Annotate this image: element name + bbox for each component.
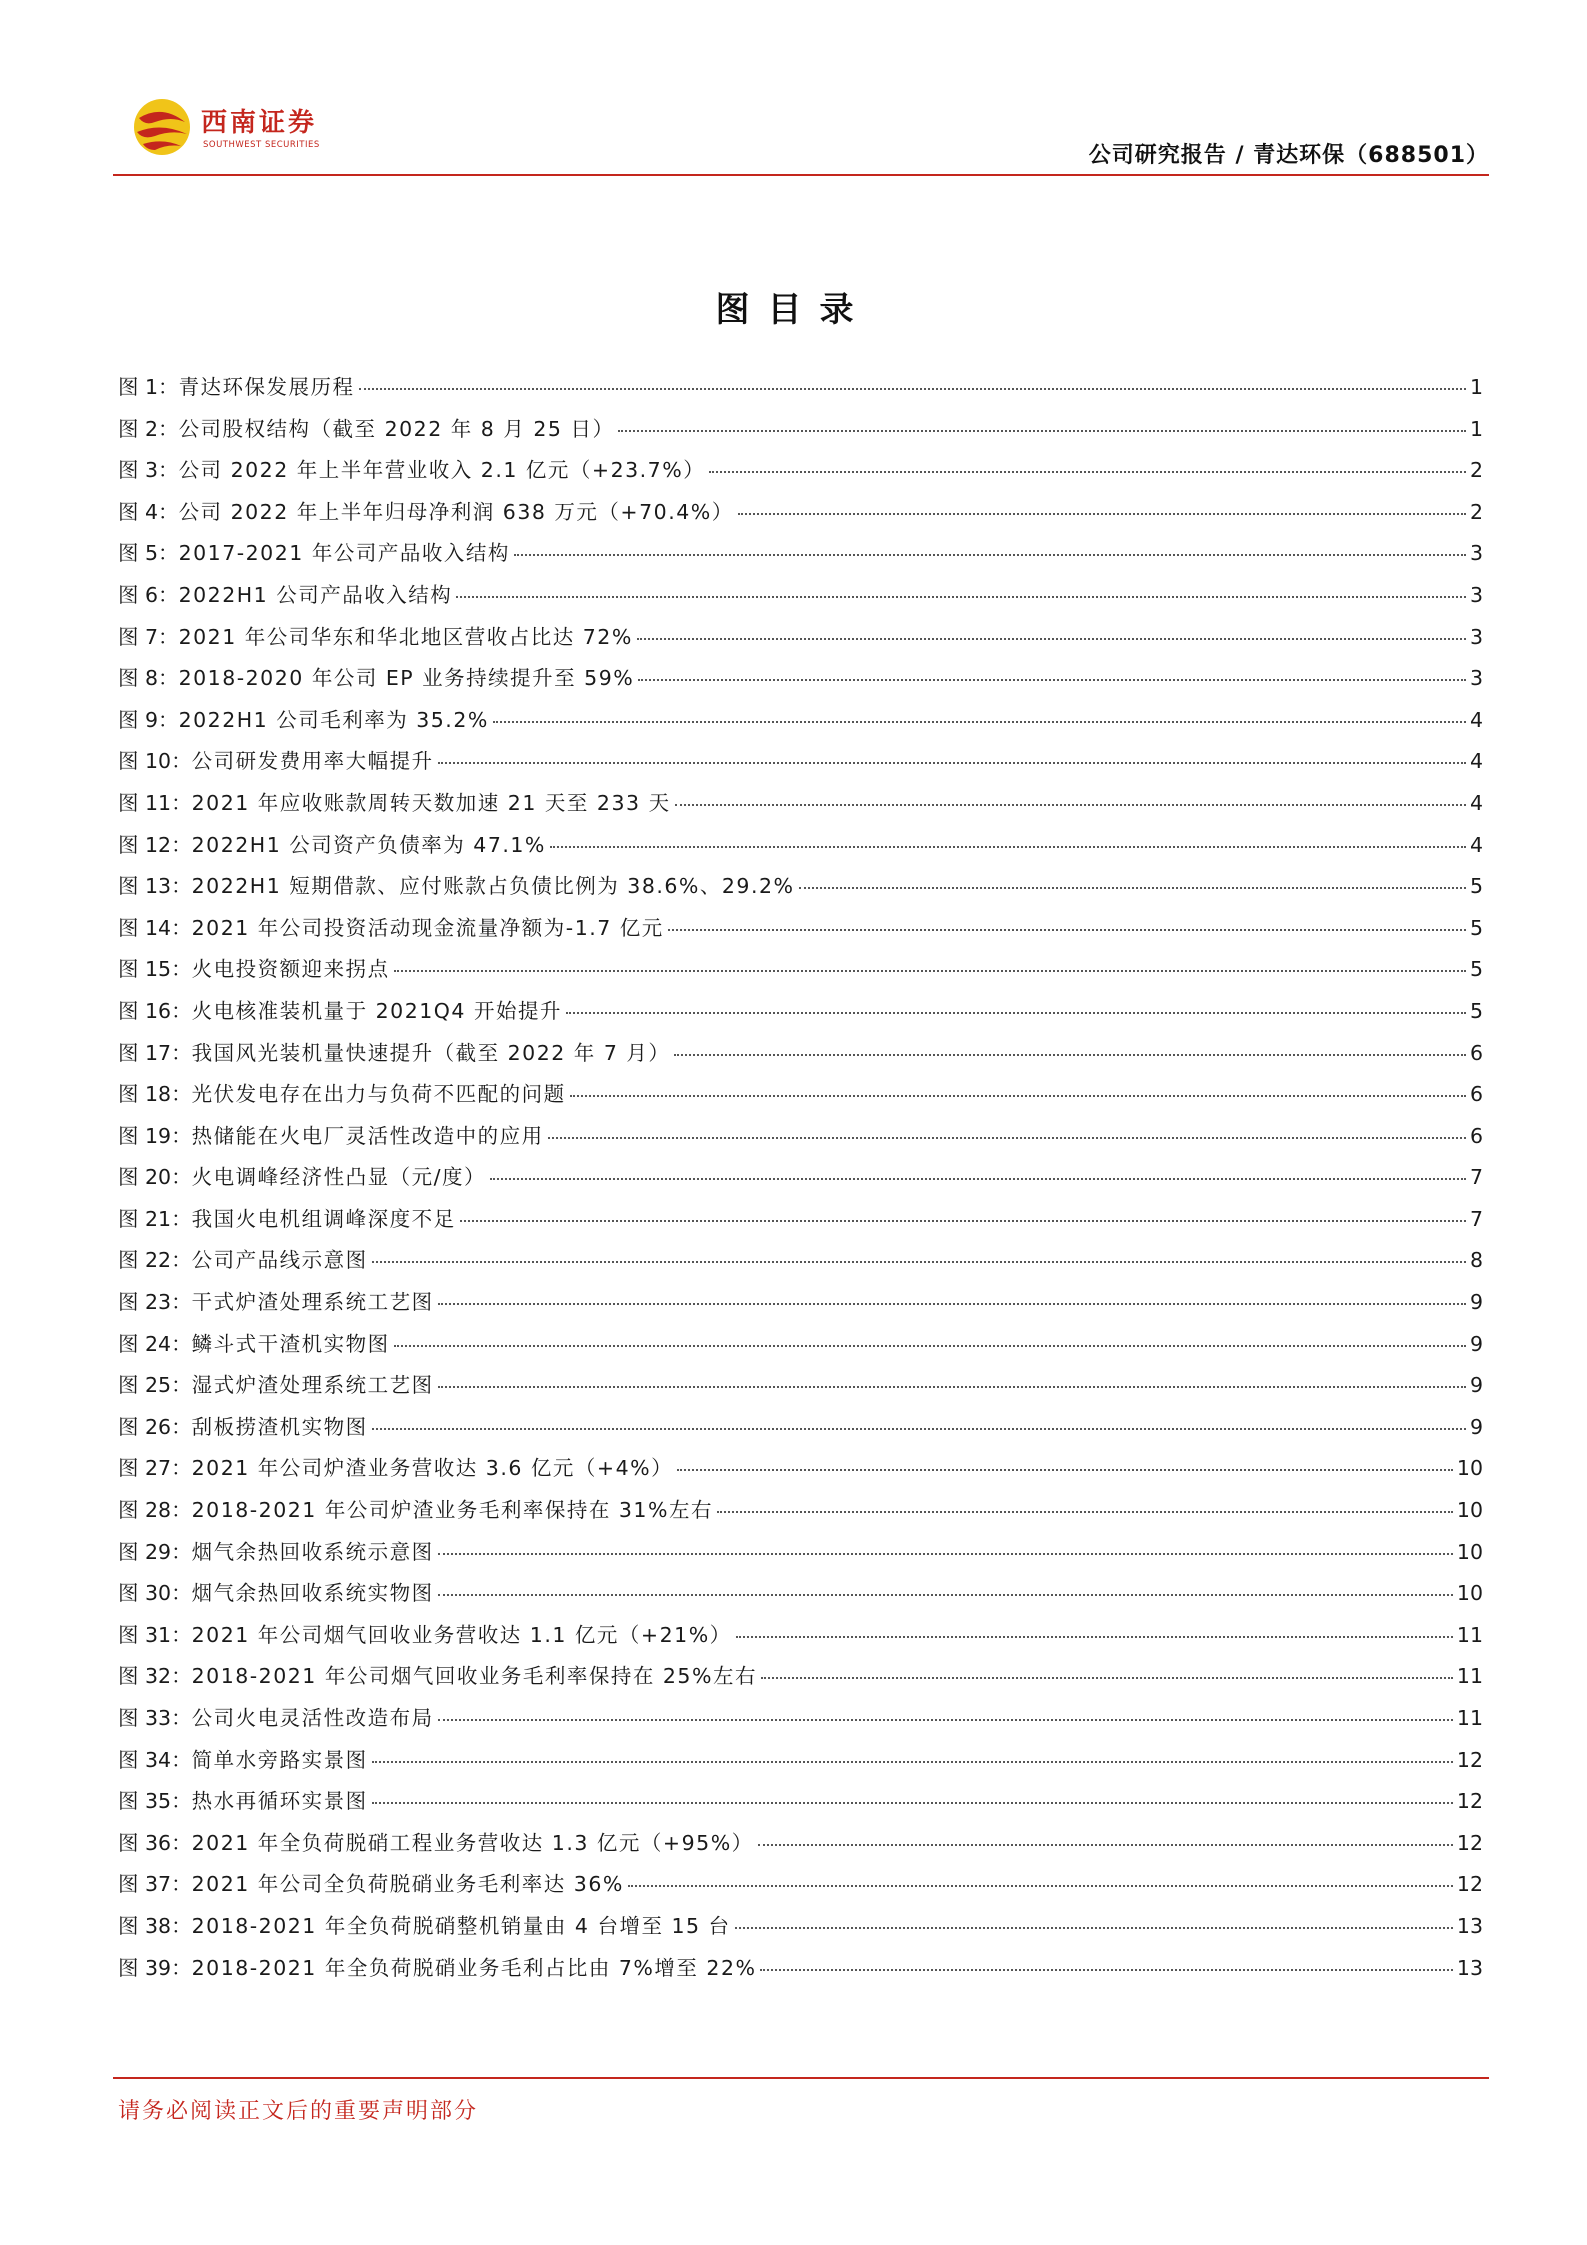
toc-dot-leader bbox=[761, 1677, 1453, 1679]
toc-entry-label: 图 27： bbox=[118, 1456, 192, 1481]
toc-entry-page: 2 bbox=[1469, 499, 1483, 524]
toc-entry-title: 公司产品线示意图 bbox=[191, 1248, 368, 1273]
toc-entry[interactable] bbox=[118, 911, 1483, 953]
toc-entry-page: 10 bbox=[1456, 1539, 1483, 1564]
toc-entry-label: 图 36： bbox=[118, 1830, 192, 1855]
toc-dot-leader bbox=[438, 1553, 1453, 1555]
toc-entry-label: 图 28： bbox=[118, 1498, 192, 1523]
toc-entry-label: 图 32： bbox=[118, 1664, 192, 1689]
logo-cn-text: 西南证券 bbox=[201, 108, 318, 138]
company-logo bbox=[123, 92, 363, 162]
toc-entry[interactable] bbox=[118, 1743, 1483, 1785]
toc-entry-label: 图 25： bbox=[118, 1373, 192, 1398]
toc-dot-leader bbox=[638, 679, 1466, 681]
toc-entry[interactable] bbox=[118, 1493, 1483, 1535]
toc-entry-page: 8 bbox=[1469, 1248, 1483, 1273]
toc-entry[interactable] bbox=[118, 1119, 1483, 1161]
toc-entry-title: 2022H1 公司毛利率为 35.2% bbox=[178, 707, 489, 732]
toc-dot-leader bbox=[637, 638, 1466, 640]
toc-entry-page: 5 bbox=[1469, 998, 1483, 1023]
toc-entry[interactable] bbox=[118, 1077, 1483, 1119]
toc-entry-label: 图 5： bbox=[118, 541, 179, 566]
toc-entry-title: 热水再循环实景图 bbox=[191, 1789, 368, 1814]
toc-dot-leader bbox=[738, 513, 1466, 515]
toc-entry-page: 7 bbox=[1469, 1206, 1483, 1231]
toc-entry[interactable] bbox=[118, 1243, 1483, 1285]
toc-entry[interactable] bbox=[118, 370, 1483, 412]
toc-entry[interactable] bbox=[118, 620, 1483, 662]
toc-dot-leader bbox=[674, 1054, 1466, 1056]
toc-entry[interactable] bbox=[118, 453, 1483, 495]
toc-dot-leader bbox=[675, 804, 1466, 806]
toc-dot-leader bbox=[677, 1469, 1453, 1471]
toc-entry[interactable] bbox=[118, 1659, 1483, 1701]
toc-entry-title: 2018-2021 年公司炉渣业务毛利率保持在 31%左右 bbox=[191, 1498, 713, 1523]
toc-entry-label: 图 23： bbox=[118, 1290, 192, 1315]
toc-entry-label: 图 9： bbox=[118, 707, 179, 732]
toc-dot-leader bbox=[514, 554, 1466, 556]
toc-entry[interactable] bbox=[118, 1909, 1483, 1951]
toc-dot-leader bbox=[372, 1761, 1453, 1763]
toc-entry-page: 12 bbox=[1456, 1830, 1483, 1855]
toc-dot-leader bbox=[493, 721, 1466, 723]
toc-entry-page: 1 bbox=[1469, 416, 1483, 441]
figure-list bbox=[118, 370, 1483, 1992]
toc-entry-label: 图 21： bbox=[118, 1206, 192, 1231]
toc-dot-leader bbox=[460, 1220, 1466, 1222]
toc-entry-page: 9 bbox=[1469, 1414, 1483, 1439]
toc-entry-title: 2022H1 短期借款、应付账款占负债比例为 38.6%、29.2% bbox=[191, 874, 795, 899]
toc-entry-title: 2018-2021 年全负荷脱硝整机销量由 4 台增至 15 台 bbox=[191, 1913, 731, 1938]
toc-entry-label: 图 8： bbox=[118, 666, 179, 691]
toc-entry-title: 公司火电灵活性改造布局 bbox=[191, 1706, 434, 1730]
toc-entry[interactable] bbox=[118, 703, 1483, 745]
toc-dot-leader bbox=[456, 596, 1466, 598]
toc-entry[interactable] bbox=[118, 1784, 1483, 1826]
toc-entry-page: 12 bbox=[1456, 1789, 1483, 1814]
toc-dot-leader bbox=[438, 1386, 1466, 1388]
toc-entry-page: 6 bbox=[1469, 1123, 1483, 1148]
toc-dot-leader bbox=[359, 388, 1466, 390]
toc-entry-label: 图 12： bbox=[118, 832, 192, 857]
toc-entry-title: 火电核准装机量于 2021Q4 开始提升 bbox=[191, 998, 562, 1023]
toc-entry-label: 图 33： bbox=[118, 1706, 192, 1730]
toc-entry-title: 2021 年公司烟气回收业务营收达 1.1 亿元（+21%） bbox=[191, 1622, 732, 1647]
toc-entry-page: 11 bbox=[1456, 1622, 1483, 1647]
toc-entry-page: 7 bbox=[1469, 1165, 1483, 1190]
toc-dot-leader bbox=[372, 1261, 1466, 1263]
toc-dot-leader bbox=[668, 929, 1466, 931]
footer-disclaimer: 请务必阅读正文后的重要声明部分 bbox=[118, 2099, 479, 2124]
toc-entry-title: 2021 年全负荷脱硝工程业务营收达 1.3 亿元（+95%） bbox=[191, 1830, 754, 1855]
toc-dot-leader bbox=[570, 1095, 1466, 1097]
toc-entry-page: 13 bbox=[1456, 1955, 1483, 1980]
toc-entry-label: 图 10： bbox=[118, 749, 192, 774]
toc-entry[interactable] bbox=[118, 1368, 1483, 1410]
toc-dot-leader bbox=[550, 846, 1466, 848]
toc-entry[interactable] bbox=[118, 994, 1483, 1036]
toc-entry-label: 图 4： bbox=[118, 499, 179, 524]
toc-entry-label: 图 1： bbox=[118, 375, 179, 399]
toc-entry-page: 9 bbox=[1469, 1331, 1483, 1356]
toc-entry[interactable] bbox=[118, 786, 1483, 828]
toc-entry[interactable] bbox=[118, 1867, 1483, 1909]
toc-entry[interactable] bbox=[118, 1951, 1483, 1993]
toc-entry-page: 4 bbox=[1469, 707, 1483, 732]
toc-entry-label: 图 30： bbox=[118, 1581, 192, 1606]
toc-entry-label: 图 39： bbox=[118, 1955, 192, 1980]
toc-dot-leader bbox=[548, 1137, 1466, 1139]
toc-entry-label: 图 15： bbox=[118, 957, 192, 982]
toc-entry-page: 4 bbox=[1469, 832, 1483, 857]
toc-entry-label: 图 18： bbox=[118, 1082, 192, 1107]
toc-entry-label: 图 13： bbox=[118, 874, 192, 899]
toc-entry-title: 简单水旁路实景图 bbox=[191, 1747, 368, 1772]
toc-dot-leader bbox=[799, 887, 1466, 889]
toc-entry[interactable] bbox=[118, 495, 1483, 537]
toc-entry-label: 图 3： bbox=[118, 458, 179, 483]
header-divider bbox=[113, 174, 1489, 176]
toc-dot-leader bbox=[760, 1969, 1452, 1971]
toc-dot-leader bbox=[566, 1012, 1466, 1014]
toc-dot-leader bbox=[438, 1594, 1453, 1596]
toc-entry[interactable] bbox=[118, 1410, 1483, 1452]
toc-entry-page: 9 bbox=[1469, 1290, 1483, 1315]
toc-entry-title: 2017-2021 年公司产品收入结构 bbox=[178, 541, 510, 566]
toc-entry-page: 11 bbox=[1456, 1664, 1483, 1689]
toc-entry-label: 图 38： bbox=[118, 1913, 192, 1938]
toc-entry-label: 图 20： bbox=[118, 1165, 192, 1190]
toc-entry[interactable] bbox=[118, 536, 1483, 578]
footer-divider bbox=[113, 2077, 1489, 2079]
toc-entry-page: 3 bbox=[1469, 582, 1483, 607]
toc-entry-label: 图 37： bbox=[118, 1872, 192, 1897]
toc-entry-label: 图 34： bbox=[118, 1747, 192, 1772]
toc-entry-title: 光伏发电存在出力与负荷不匹配的问题 bbox=[191, 1082, 566, 1107]
toc-entry-page: 5 bbox=[1469, 915, 1483, 940]
toc-entry[interactable] bbox=[118, 1160, 1483, 1202]
toc-dot-leader bbox=[709, 471, 1466, 473]
toc-entry[interactable] bbox=[118, 1036, 1483, 1078]
toc-dot-leader bbox=[394, 1345, 1466, 1347]
toc-entry-page: 5 bbox=[1469, 874, 1483, 899]
toc-entry-title: 我国火电机组调峰深度不足 bbox=[191, 1206, 456, 1231]
toc-entry-page: 12 bbox=[1456, 1872, 1483, 1897]
toc-entry-title: 2018-2021 年全负荷脱硝业务毛利占比由 7%增至 22% bbox=[191, 1955, 757, 1980]
toc-entry-label: 图 7： bbox=[118, 624, 179, 649]
toc-entry-label: 图 14： bbox=[118, 915, 192, 940]
toc-entry[interactable] bbox=[118, 744, 1483, 786]
toc-entry-label: 图 35： bbox=[118, 1789, 192, 1814]
toc-entry-title: 热储能在火电厂灵活性改造中的应用 bbox=[191, 1123, 544, 1148]
toc-entry[interactable] bbox=[118, 661, 1483, 703]
toc-entry-title: 2021 年公司全负荷脱硝业务毛利率达 36% bbox=[191, 1872, 624, 1897]
toc-entry[interactable] bbox=[118, 952, 1483, 994]
toc-entry[interactable] bbox=[118, 412, 1483, 454]
logo-en-text: SOUTHWEST SECURITIES bbox=[203, 140, 320, 150]
toc-dot-leader bbox=[490, 1178, 1466, 1180]
toc-dot-leader bbox=[394, 970, 1466, 972]
toc-entry[interactable] bbox=[118, 1826, 1483, 1868]
toc-entry-page: 5 bbox=[1469, 957, 1483, 982]
toc-entry[interactable] bbox=[118, 1618, 1483, 1660]
toc-entry-title: 2021 年应收账款周转天数加速 21 天至 233 天 bbox=[191, 790, 671, 815]
toc-entry-title: 火电投资额迎来拐点 bbox=[191, 957, 390, 982]
toc-entry-page: 4 bbox=[1469, 749, 1483, 774]
toc-entry-label: 图 22： bbox=[118, 1248, 192, 1273]
toc-entry[interactable] bbox=[118, 1202, 1483, 1244]
toc-entry-page: 10 bbox=[1456, 1456, 1483, 1481]
toc-entry-title: 鳞斗式干渣机实物图 bbox=[191, 1331, 390, 1356]
toc-entry-label: 图 24： bbox=[118, 1331, 192, 1356]
toc-dot-leader bbox=[736, 1636, 1453, 1638]
toc-entry-title: 烟气余热回收系统示意图 bbox=[191, 1539, 434, 1564]
toc-entry[interactable] bbox=[118, 1701, 1483, 1743]
toc-entry[interactable] bbox=[118, 1327, 1483, 1369]
toc-entry[interactable] bbox=[118, 869, 1483, 911]
toc-dot-leader bbox=[438, 762, 1466, 764]
toc-dot-leader bbox=[717, 1511, 1453, 1513]
toc-entry[interactable] bbox=[118, 1451, 1483, 1493]
toc-entry-title: 公司研发费用率大幅提升 bbox=[191, 749, 434, 774]
toc-dot-leader bbox=[758, 1844, 1453, 1846]
toc-dot-leader bbox=[628, 1885, 1453, 1887]
toc-entry-title: 2018-2021 年公司烟气回收业务毛利率保持在 25%左右 bbox=[191, 1664, 757, 1689]
toc-entry-label: 图 17： bbox=[118, 1040, 192, 1065]
toc-dot-leader bbox=[735, 1927, 1453, 1929]
toc-entry-label: 图 16： bbox=[118, 998, 192, 1023]
toc-entry[interactable] bbox=[118, 1535, 1483, 1577]
toc-entry-label: 图 2： bbox=[118, 416, 179, 441]
toc-entry-title: 2018-2020 年公司 EP 业务持续提升至 59% bbox=[178, 666, 635, 691]
toc-entry-title: 刮板捞渣机实物图 bbox=[191, 1414, 368, 1439]
toc-dot-leader bbox=[618, 430, 1465, 432]
toc-entry-page: 6 bbox=[1469, 1040, 1483, 1065]
toc-entry-title: 我国风光装机量快速提升（截至 2022 年 7 月） bbox=[191, 1040, 671, 1065]
toc-entry-title: 烟气余热回收系统实物图 bbox=[191, 1581, 434, 1606]
toc-entry-page: 6 bbox=[1469, 1082, 1483, 1107]
toc-entry-title: 湿式炉渣处理系统工艺图 bbox=[191, 1373, 434, 1398]
toc-entry-title: 公司 2022 年上半年营业收入 2.1 亿元（+23.7%） bbox=[178, 458, 706, 483]
toc-entry-title: 2021 年公司投资活动现金流量净额为-1.7 亿元 bbox=[191, 915, 664, 940]
toc-entry-title: 2022H1 公司产品收入结构 bbox=[178, 582, 453, 607]
toc-entry-label: 图 11： bbox=[118, 790, 192, 815]
toc-entry-title: 青达环保发展历程 bbox=[178, 375, 355, 399]
toc-entry-page: 10 bbox=[1456, 1581, 1483, 1606]
toc-dot-leader bbox=[372, 1802, 1453, 1804]
page-header bbox=[113, 92, 1489, 176]
toc-entry-label: 图 6： bbox=[118, 582, 179, 607]
toc-entry-label: 图 31： bbox=[118, 1622, 192, 1647]
toc-entry-page: 11 bbox=[1456, 1706, 1483, 1730]
toc-entry[interactable] bbox=[118, 828, 1483, 870]
toc-entry-page: 4 bbox=[1469, 790, 1483, 815]
toc-dot-leader bbox=[438, 1719, 1453, 1721]
toc-entry-page: 3 bbox=[1469, 541, 1483, 566]
toc-dot-leader bbox=[438, 1303, 1466, 1305]
logo-icon bbox=[131, 96, 193, 158]
toc-entry-page: 3 bbox=[1469, 624, 1483, 649]
toc-entry-page: 9 bbox=[1469, 1373, 1483, 1398]
toc-entry-title: 2021 年公司炉渣业务营收达 3.6 亿元（+4%） bbox=[191, 1456, 674, 1481]
toc-entry-label: 图 19： bbox=[118, 1123, 192, 1148]
toc-entry[interactable] bbox=[118, 1576, 1483, 1618]
page-title: 图目录 bbox=[715, 290, 872, 330]
toc-dot-leader bbox=[372, 1428, 1466, 1430]
toc-entry-label: 图 26： bbox=[118, 1414, 192, 1439]
toc-entry-title: 2021 年公司华东和华北地区营收占比达 72% bbox=[178, 624, 633, 649]
toc-entry-title: 公司股权结构（截至 2022 年 8 月 25 日） bbox=[178, 416, 615, 441]
toc-entry-page: 12 bbox=[1456, 1747, 1483, 1772]
toc-entry-page: 3 bbox=[1469, 666, 1483, 691]
toc-entry-title: 2022H1 公司资产负债率为 47.1% bbox=[191, 832, 546, 857]
toc-entry[interactable] bbox=[118, 1285, 1483, 1327]
report-title: 公司研究报告 / 青达环保（688501） bbox=[1088, 143, 1489, 168]
toc-entry[interactable] bbox=[118, 578, 1483, 620]
toc-entry-page: 10 bbox=[1456, 1498, 1483, 1523]
toc-entry-title: 干式炉渣处理系统工艺图 bbox=[191, 1290, 434, 1315]
toc-entry-title: 火电调峰经济性凸显（元/度） bbox=[191, 1165, 487, 1190]
toc-entry-title: 公司 2022 年上半年归母净利润 638 万元（+70.4%） bbox=[178, 499, 734, 524]
toc-entry-label: 图 29： bbox=[118, 1539, 192, 1564]
toc-entry-page: 2 bbox=[1469, 458, 1483, 483]
toc-entry-page: 1 bbox=[1469, 375, 1483, 399]
toc-entry-page: 13 bbox=[1456, 1913, 1483, 1938]
